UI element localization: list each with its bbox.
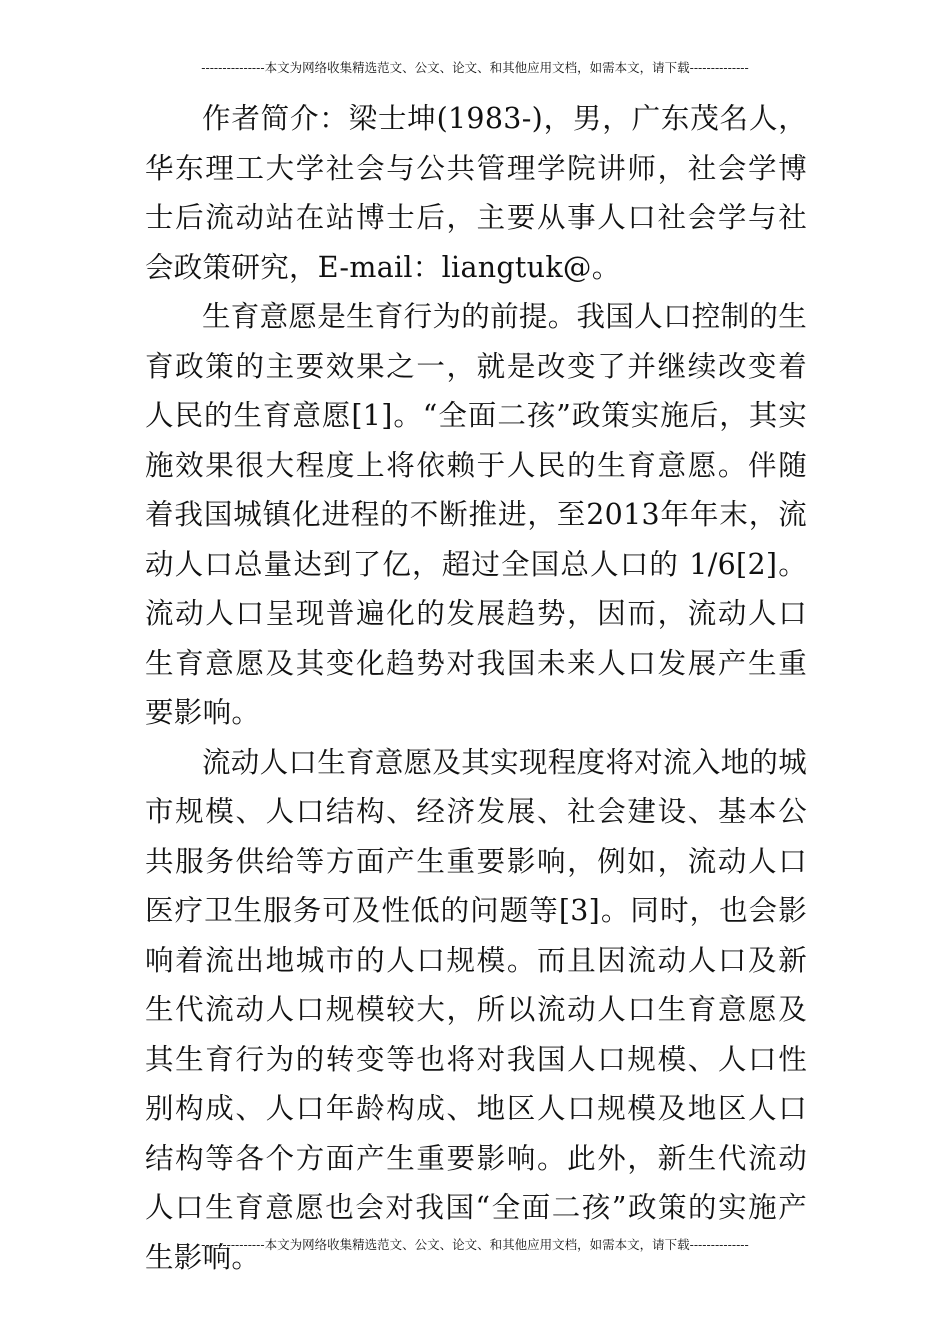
header-banner: ---------------本文为网络收集精选范文、公文、论文、和其他应用文档，如需本文，请下载-------------- xyxy=(201,60,749,75)
floating-population-impact-paragraph: 流动人口生育意愿及其实现程度将对流入地的城市规模、人口结构、经济发展、社会建设、基本公共服务供给等方面产生重要影响，例如，流动人口医疗卫生服务可及性低的问题等[3]。同时，也会影响着流出地城市的人口规模。而且因流动人口及新生代流动人口规模较大，所以流动人口生育意愿及其生育行为的转变等也将对我国人口规模、人口性别构成、人口年龄构成、地区人口规模及地区人口结构等各个方面产生重要影响。此外，新生代流动人口生育意愿也会对我国“全面二孩”政策的实施产生影响。 xyxy=(145,745,807,1274)
author-bio-paragraph: 作者简介：梁士坤(1983-)，男，广东茂名人，华东理工大学社会与公共管理学院讲师，社会学博士后流动站在站博士后，主要从事人口社会学与社会政策研究，E-mail：liangtuk@。 xyxy=(145,102,807,284)
footer-banner: ---------------本文为网络收集精选范文、公文、论文、和其他应用文档，如需本文，请下载-------------- xyxy=(201,1237,749,1252)
document-body xyxy=(145,94,807,1282)
fertility-intention-paragraph: 生育意愿是生育行为的前提。我国人口控制的生育政策的主要效果之一，就是改变了并继续改变着人民的生育意愿[1]。“全面二孩”政策实施后，其实施效果很大程度上将依赖于人民的生育意愿。伴随着我国城镇化进程的不断推进，至2013年年末，流动人口总量达到了亿，超过全国总人口的 1/6[2]。流动人口呈现普遍化的发展趋势，因而，流动人口生育意愿及其变化趋势对我国未来人口发展产生重要影响。 xyxy=(145,300,807,729)
